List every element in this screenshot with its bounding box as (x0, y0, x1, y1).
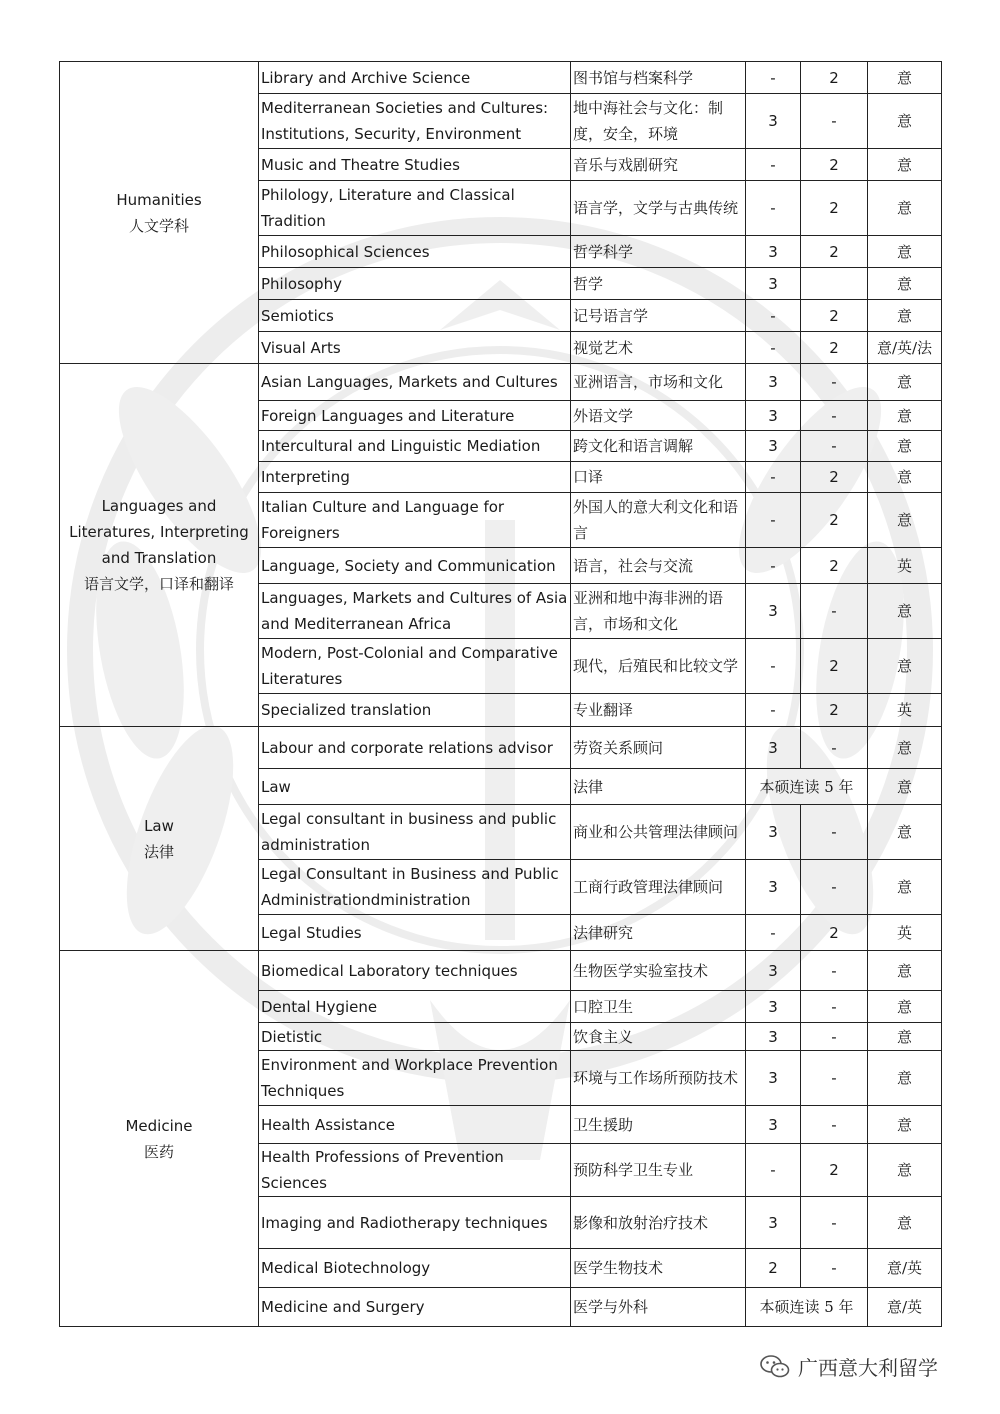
combined-duration: 本硕连读 5 年 (746, 1288, 868, 1327)
program-name-en: Environment and Workplace Prevention Techniques (259, 1051, 571, 1106)
program-name-zh: 生物医学实验室技术 (571, 951, 746, 991)
master-years: 2 (801, 694, 868, 727)
category-cell (60, 62, 259, 364)
program-name-zh: 卫生援助 (571, 1106, 746, 1144)
bachelor-years: - (746, 149, 801, 181)
bachelor-years: 3 (746, 401, 801, 431)
program-name-en: Imaging and Radiotherapy techniques (259, 1197, 571, 1249)
program-name-en: Italian Culture and Language for Foreigners (259, 493, 571, 548)
bachelor-years: 3 (746, 860, 801, 915)
master-years: 2 (801, 915, 868, 951)
category-name-zh: 人文学科 (128, 216, 189, 235)
teaching-language: 意 (868, 401, 942, 431)
program-name-zh: 音乐与戏剧研究 (571, 149, 746, 181)
bachelor-years: - (746, 462, 801, 493)
master-years: - (801, 94, 868, 149)
teaching-language: 意 (868, 181, 942, 236)
program-name-zh: 影像和放射治疗技术 (571, 1197, 746, 1249)
bachelor-years: 3 (746, 991, 801, 1023)
program-name-en: Health Professions of Prevention Sciences (259, 1144, 571, 1197)
program-name-zh: 视觉艺术 (571, 332, 746, 364)
program-name-en: Law (259, 769, 571, 805)
bachelor-years: 3 (746, 431, 801, 462)
program-name-en: Languages, Markets and Cultures of Asia and Mediterranean Africa (259, 584, 571, 639)
bachelor-years: 3 (746, 94, 801, 149)
program-name-en: Mediterranean Societies and Cultures: Institutions, Security, Environment (259, 94, 571, 149)
teaching-language: 英 (868, 694, 942, 727)
program-name-en: Asian Languages, Markets and Cultures (259, 364, 571, 401)
program-name-zh: 法律 (571, 769, 746, 805)
program-name-zh: 语言学，文学与古典传统 (571, 181, 746, 236)
program-name-zh: 图书馆与档案科学 (571, 62, 746, 94)
program-name-zh: 医学与外科 (571, 1288, 746, 1327)
teaching-language: 英 (868, 548, 942, 584)
category-name-en: Languages and Literatures, Interpreting and Translation (69, 497, 249, 567)
master-years: 2 (801, 332, 868, 364)
teaching-language: 意/英 (868, 1288, 942, 1327)
program-name-en: Foreign Languages and Literature (259, 401, 571, 431)
table-row (60, 951, 942, 991)
bachelor-years: 3 (746, 584, 801, 639)
program-name-zh: 工商行政管理法律顾问 (571, 860, 746, 915)
program-name-en: Philology, Literature and Classical Tradition (259, 181, 571, 236)
program-name-zh: 预防科学卫生专业 (571, 1144, 746, 1197)
program-name-en: Legal Studies (259, 915, 571, 951)
master-years: - (801, 860, 868, 915)
program-name-zh: 外国人的意大利文化和语言 (571, 493, 746, 548)
master-years: 2 (801, 548, 868, 584)
master-years: 2 (801, 639, 868, 694)
master-years: - (801, 1249, 868, 1288)
bachelor-years: 3 (746, 236, 801, 268)
teaching-language: 意 (868, 462, 942, 493)
category-cell (60, 951, 259, 1327)
program-name-en: Labour and corporate relations advisor (259, 727, 571, 769)
program-name-en: Legal Consultant in Business and Public Administrationdministration (259, 860, 571, 915)
bachelor-years: 3 (746, 364, 801, 401)
master-years: - (801, 727, 868, 769)
category-cell (60, 364, 259, 727)
category-cell (60, 727, 259, 951)
program-name-zh: 商业和公共管理法律顾问 (571, 805, 746, 860)
program-name-en: Library and Archive Science (259, 62, 571, 94)
master-years: - (801, 1051, 868, 1106)
teaching-language: 意 (868, 727, 942, 769)
program-name-zh: 医学生物技术 (571, 1249, 746, 1288)
master-years: - (801, 1197, 868, 1249)
master-years: 2 (801, 1144, 868, 1197)
program-name-zh: 亚洲和地中海非洲的语言，市场和文化 (571, 584, 746, 639)
program-name-en: Dietistic (259, 1023, 571, 1051)
bachelor-years: 3 (746, 1197, 801, 1249)
program-name-zh: 专业翻译 (571, 694, 746, 727)
program-name-en: Visual Arts (259, 332, 571, 364)
teaching-language: 意 (868, 1197, 942, 1249)
table-row (60, 62, 942, 94)
category-name-en: Humanities (116, 190, 202, 209)
master-years: - (801, 431, 868, 462)
master-years: - (801, 364, 868, 401)
master-years: - (801, 951, 868, 991)
teaching-language: 意 (868, 364, 942, 401)
program-name-en: Medical Biotechnology (259, 1249, 571, 1288)
master-years (801, 268, 868, 300)
bachelor-years: 3 (746, 727, 801, 769)
bachelor-years: 3 (746, 1051, 801, 1106)
master-years: - (801, 1023, 868, 1051)
master-years: 2 (801, 462, 868, 493)
teaching-language: 意 (868, 1106, 942, 1144)
teaching-language: 意 (868, 991, 942, 1023)
bachelor-years: - (746, 639, 801, 694)
teaching-language: 意 (868, 769, 942, 805)
bachelor-years: - (746, 694, 801, 727)
program-name-en: Biomedical Laboratory techniques (259, 951, 571, 991)
master-years: 2 (801, 300, 868, 332)
teaching-language: 意 (868, 94, 942, 149)
master-years: 2 (801, 62, 868, 94)
bachelor-years: 3 (746, 268, 801, 300)
category-name-zh: 法律 (143, 842, 174, 861)
combined-duration: 本硕连读 5 年 (746, 769, 868, 805)
program-name-en: Semiotics (259, 300, 571, 332)
program-name-zh: 亚洲语言，市场和文化 (571, 364, 746, 401)
program-name-en: Specialized translation (259, 694, 571, 727)
program-name-zh: 饮食主义 (571, 1023, 746, 1051)
program-name-zh: 语言，社会与交流 (571, 548, 746, 584)
program-name-en: Philosophical Sciences (259, 236, 571, 268)
wechat-icon (760, 1354, 790, 1380)
master-years: - (801, 805, 868, 860)
teaching-language: 意/英 (868, 1249, 942, 1288)
master-years: 2 (801, 149, 868, 181)
master-years: - (801, 991, 868, 1023)
program-name-en: Interpreting (259, 462, 571, 493)
teaching-language: 意 (868, 300, 942, 332)
teaching-language: 意 (868, 236, 942, 268)
program-name-en: Modern, Post-Colonial and Comparative Literatures (259, 639, 571, 694)
program-name-zh: 劳资关系顾问 (571, 727, 746, 769)
table-row (60, 364, 942, 401)
table-row (60, 727, 942, 769)
bachelor-years: - (746, 181, 801, 236)
program-name-zh: 现代，后殖民和比较文学 (571, 639, 746, 694)
category-name-zh: 医药 (143, 1142, 174, 1161)
degree-programs-table (59, 61, 942, 1327)
teaching-language: 意 (868, 805, 942, 860)
program-name-zh: 哲学科学 (571, 236, 746, 268)
teaching-language: 意 (868, 1144, 942, 1197)
bachelor-years: - (746, 548, 801, 584)
bachelor-years: - (746, 300, 801, 332)
program-name-zh: 口译 (571, 462, 746, 493)
category-name-en: Law (144, 816, 174, 835)
program-name-en: Philosophy (259, 268, 571, 300)
program-name-en: Music and Theatre Studies (259, 149, 571, 181)
teaching-language: 意 (868, 1023, 942, 1051)
footer-account (760, 1352, 938, 1381)
program-name-zh: 环境与工作场所预防技术 (571, 1051, 746, 1106)
teaching-language: 意 (868, 62, 942, 94)
bachelor-years: 3 (746, 1023, 801, 1051)
master-years: 2 (801, 236, 868, 268)
program-name-zh: 地中海社会与文化：制度，安全，环境 (571, 94, 746, 149)
account-name: 广西意大利留学 (798, 1356, 938, 1380)
teaching-language: 英 (868, 915, 942, 951)
bachelor-years: - (746, 493, 801, 548)
program-name-en: Language, Society and Communication (259, 548, 571, 584)
teaching-language: 意 (868, 860, 942, 915)
program-name-zh: 记号语言学 (571, 300, 746, 332)
master-years: 2 (801, 181, 868, 236)
program-name-en: Health Assistance (259, 1106, 571, 1144)
master-years: - (801, 1106, 868, 1144)
bachelor-years: - (746, 1144, 801, 1197)
program-name-en: Legal consultant in business and public administration (259, 805, 571, 860)
program-name-zh: 哲学 (571, 268, 746, 300)
program-name-zh: 跨文化和语言调解 (571, 431, 746, 462)
program-name-zh: 口腔卫生 (571, 991, 746, 1023)
bachelor-years: 3 (746, 951, 801, 991)
bachelor-years: 3 (746, 1106, 801, 1144)
bachelor-years: 3 (746, 805, 801, 860)
teaching-language: 意 (868, 268, 942, 300)
bachelor-years: - (746, 62, 801, 94)
master-years: - (801, 401, 868, 431)
teaching-language: 意 (868, 493, 942, 548)
category-name-zh: 语言文学，口译和翻译 (83, 575, 234, 593)
bachelor-years: - (746, 332, 801, 364)
program-name-en: Dental Hygiene (259, 991, 571, 1023)
program-name-en: Medicine and Surgery (259, 1288, 571, 1327)
master-years: - (801, 584, 868, 639)
master-years: 2 (801, 493, 868, 548)
teaching-language: 意 (868, 951, 942, 991)
teaching-language: 意 (868, 149, 942, 181)
teaching-language: 意 (868, 1051, 942, 1106)
program-name-zh: 外语文学 (571, 401, 746, 431)
teaching-language: 意 (868, 639, 942, 694)
teaching-language: 意/英/法 (868, 332, 942, 364)
teaching-language: 意 (868, 431, 942, 462)
bachelor-years: 2 (746, 1249, 801, 1288)
program-name-en: Intercultural and Linguistic Mediation (259, 431, 571, 462)
category-name-en: Medicine (125, 1116, 193, 1135)
program-name-zh: 法律研究 (571, 915, 746, 951)
bachelor-years: - (746, 915, 801, 951)
teaching-language: 意 (868, 584, 942, 639)
